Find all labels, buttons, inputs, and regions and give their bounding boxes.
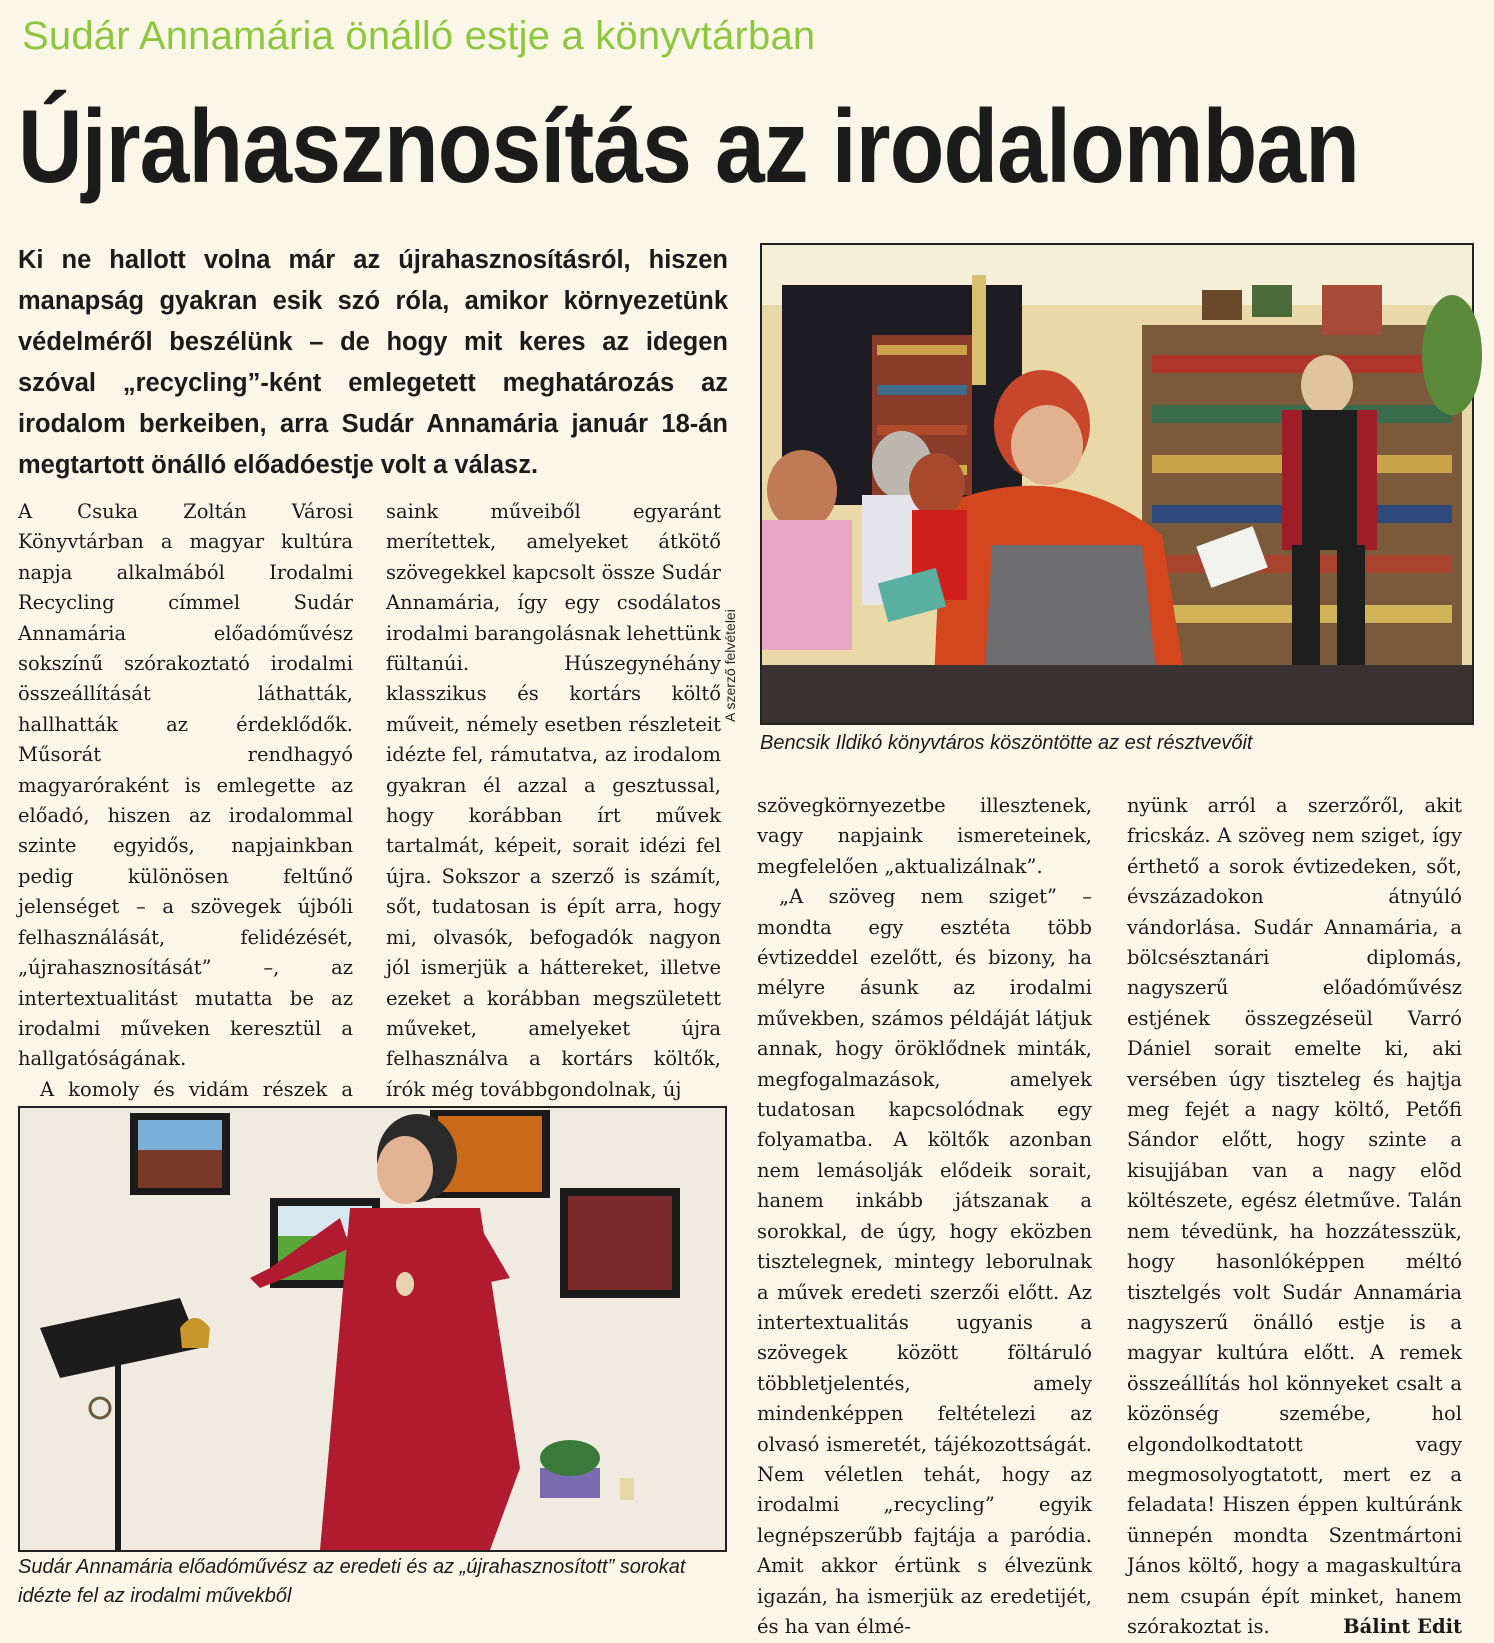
photo-credit: A szerző felvételei bbox=[722, 609, 738, 722]
article-lead: Ki ne hallott volna már az újrahasznosításról, hiszen manapság gyakran esik szó róla, amikor környezetünk védelméről beszélünk – de hogy mit keres az idegen szóval „recycling”-ként emlegetett meghatározás az irodalom berkeiben, arra Sudár Annamária január 18-án megtartott önálló előadóestje volt a válasz. bbox=[18, 246, 728, 479]
paragraph: saink műveiből egyaránt merítettek, amelyeket átkötő szövegekkel kapcsolt össze Sudár Annamária, így egy csodálatos irodalmi barangolásnak lehettünk fültanúi. Húszegynéhány klasszikus és kortárs költő műveit, némely esetben részleteit idézte fel, rámutatva, az irodalom gyakran él azzal a gesztussal, hogy korábban írt művek tartalmát, képeit, sorait idézi fel újra. Sokszor a szerző is számít, sőt, tudatosan is épít arra, hogy mi, olvasók, befogadók nagyon jól ismerjük a háttereket, illetve ezeket a korábban megszületett műveket, amelyeket újra felhasználva a kortárs költők, írók még továbbgondolnak, új bbox=[386, 500, 721, 1101]
article-kicker: Sudár Annamária önálló estje a könyvtárban bbox=[22, 14, 816, 58]
body-column-1 bbox=[18, 497, 353, 1101]
paragraph: szövegkörnyezetbe illesztenek, vagy napjaink ismereteinek, megfelelően „aktualizálnak”. bbox=[757, 794, 1092, 878]
paragraph: nyünk arról a szerzőről, akit fricskáz. A szöveg nem sziget, így érthető a sorok évtizedeken, sőt, évszázadokon átnyúló vándorlása. Sudár Annamária, a bölcsésztanári diplomás, nagyszerű előadóművész estjének összegzéseül Varró Dániel sorait emelte ki, aki versében úgy tiszteleg és hajtja meg fejét a nagy költő, Petőfi Sándor előtt, hogy szinte a kisujjában van a nagy elõd költészete, egész életműve. Talán nem tévedünk, ha hozzátesszük, hogy hasonlóképpen méltó tisztelgés volt Sudár Annamária nagyszerű önálló estje is a magyar kultúra előtt. A remek összeállítás hol könnyeket csalt a közönség szemébe, hol elgondolkodtatott vagy megmosolyogtatott, mert ez a feladata! Hiszen éppen kultúránk ünnepén mondta Szentmártoni János költő, hogy a magaskultúra nem csupán épít minket, hanem szórakoztat is. bbox=[1127, 794, 1462, 1638]
library-photo-illustration bbox=[762, 245, 1472, 723]
body-column-4 bbox=[1127, 791, 1462, 1639]
paragraph: A Csuka Zoltán Városi Könyvtárban a magyar kultúra napja alkalmából Irodalmi Recycling címmel Sudár Annamária előadóművész sokszínű szórakoztató irodalmi összeállítását láthatták, hallhatták az érdeklődők. Műsorát rendhagyó magyaróraként is emlegette az előadó, hiszen az irodalommal szinte egyidős, napjainkban pedig különösen feltűnő jelenséget – a szövegek újbóli felhasználását, felidézését, „újrahasznosítását” –, az intertextualitást mutatta be az irodalmi műveken keresztül a hallgatóságának. bbox=[18, 500, 353, 1071]
photo-caption-1: Bencsik Ildikó könyvtáros köszöntötte az est résztvevőit bbox=[760, 732, 1253, 754]
body-column-3 bbox=[757, 791, 1092, 1638]
paragraph: „A szöveg nem sziget” – mondta egy esztéta több évtizeddel ezelőtt, és bizony, ha mélyre ásunk az irodalmi művekben, számos példáját látjuk annak, hogy öröklődnek minták, megfogalmazások, amelyek tudatosan kapcsolódnak egy folyamatba. A költők azonban nem lemásolják elődeik sorait, hanem inkább játszanak a sorokkal, de úgy, hogy eközben tisztelegnek, mintegy leborulnak a művek eredeti szerzői előtt. Az intertextualitás ugyanis a szövegek között föltáruló többletjelentés, amely mindenképpen feltételezi az olvasó ismeretét, tájékozottságát. Nem véletlen tehát, hogy az irodalmi „recycling” egyik legnépszerűbb fajtája a paródia. Amit akkor értünk s élvezünk igazán, ha ismerjük az eredetijét, és ha van élmé- bbox=[757, 885, 1092, 1638]
performer-photo bbox=[18, 1106, 727, 1552]
article-headline: Újrahasznosítás az irodalomban bbox=[18, 89, 1360, 205]
performer-photo-illustration bbox=[20, 1108, 725, 1550]
photo-caption-2: Sudár Annamária előadóművész az eredeti és az „újrahasznosított” sorokat idézte fel az irodalmi művekből bbox=[18, 1556, 686, 1607]
library-photo bbox=[760, 243, 1474, 725]
paragraph: A komoly és vidám részek a bbox=[40, 1077, 353, 1101]
body-column-2 bbox=[386, 497, 721, 1101]
author-byline: Bálint Edit bbox=[1343, 1615, 1462, 1639]
